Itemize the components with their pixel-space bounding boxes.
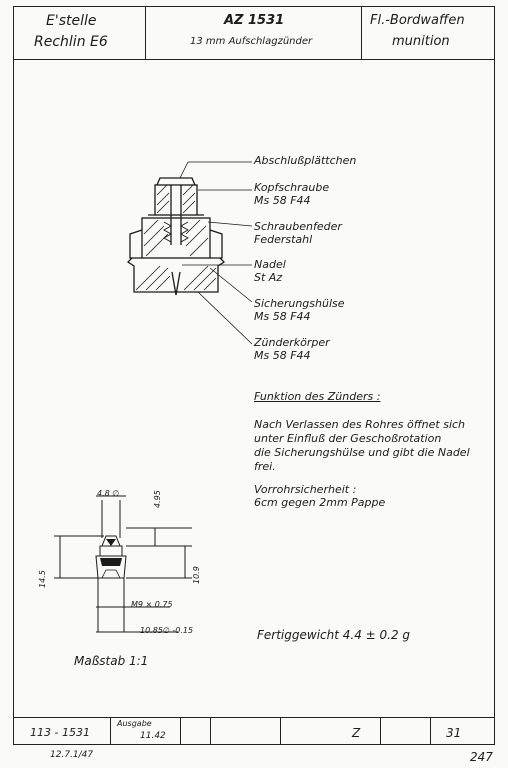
callout-safety-sleeve-material: Ms 58 F44 bbox=[254, 310, 311, 323]
footer-divider bbox=[110, 717, 111, 745]
dimension-head-height: 4.95 bbox=[153, 490, 162, 508]
z-mark: Z bbox=[352, 726, 361, 740]
issue-label: Ausgabe bbox=[117, 719, 152, 728]
footer-divider bbox=[280, 717, 281, 745]
model-subtitle: 13 mm Aufschlagzünder bbox=[190, 36, 313, 47]
office-line2: Rechlin E6 bbox=[34, 34, 108, 50]
dimension-thread: M9 × 0.75 bbox=[131, 600, 173, 609]
issue-date: 11.42 bbox=[140, 731, 166, 741]
footer-divider bbox=[180, 717, 181, 745]
function-heading: Funktion des Zünders : bbox=[254, 390, 381, 403]
dimension-drawing bbox=[40, 480, 220, 645]
callout-spring-material: Federstahl bbox=[254, 233, 313, 246]
sheet-number: 247 bbox=[470, 750, 493, 764]
function-description: Nach Verlassen des Rohres öffnet sich unter Einfluß der Geschoßrotation die Sicherungshülse und gibt die Nadel frei. bbox=[254, 418, 470, 473]
callout-head-screw: Kopfschraube bbox=[254, 181, 330, 194]
callout-cap-plate: Abschlußplättchen bbox=[254, 154, 357, 167]
finished-weight: Fertiggewicht 4.4 ± 0.2 g bbox=[257, 628, 411, 642]
footer-divider bbox=[380, 717, 381, 745]
category-line2: munition bbox=[392, 34, 450, 49]
footer-divider bbox=[210, 717, 211, 745]
dimension-body-length: 10.9 bbox=[192, 566, 201, 584]
office-line1: E'stelle bbox=[46, 13, 97, 29]
title-divider bbox=[145, 6, 146, 60]
fuze-cross-section-drawing bbox=[120, 150, 270, 350]
callout-fuze-body-material: Ms 58 F44 bbox=[254, 349, 311, 362]
drawing-number: 113 - 1531 bbox=[30, 726, 90, 739]
callout-needle-material: St Az bbox=[254, 271, 283, 284]
callout-spring: Schraubenfeder bbox=[254, 220, 342, 233]
title-divider bbox=[361, 6, 362, 60]
model-number: AZ 1531 bbox=[224, 13, 285, 28]
category-line1: Fl.-Bordwaffen bbox=[370, 13, 465, 28]
dimension-overall-length: 14.5 bbox=[38, 570, 47, 588]
safety-value: 6cm gegen 2mm Pappe bbox=[254, 496, 386, 509]
handwritten-date: 12.7.1/47 bbox=[50, 750, 94, 760]
footer-divider bbox=[430, 717, 431, 745]
callout-safety-sleeve: Sicherungshülse bbox=[254, 297, 345, 310]
callout-needle: Nadel bbox=[254, 258, 286, 271]
safety-label: Vorrohrsicherheit : bbox=[254, 483, 357, 496]
scale-label: Maßstab 1:1 bbox=[74, 654, 149, 668]
footer-divider bbox=[13, 717, 495, 718]
callout-fuze-body: Zünderkörper bbox=[254, 336, 330, 349]
callout-head-screw-material: Ms 58 F44 bbox=[254, 194, 311, 207]
page-number: 31 bbox=[446, 726, 462, 740]
dimension-body-diameter: 10.85∅ -0.15 bbox=[140, 626, 194, 635]
dimension-diameter-head: 4.8 ∅ bbox=[97, 489, 120, 498]
